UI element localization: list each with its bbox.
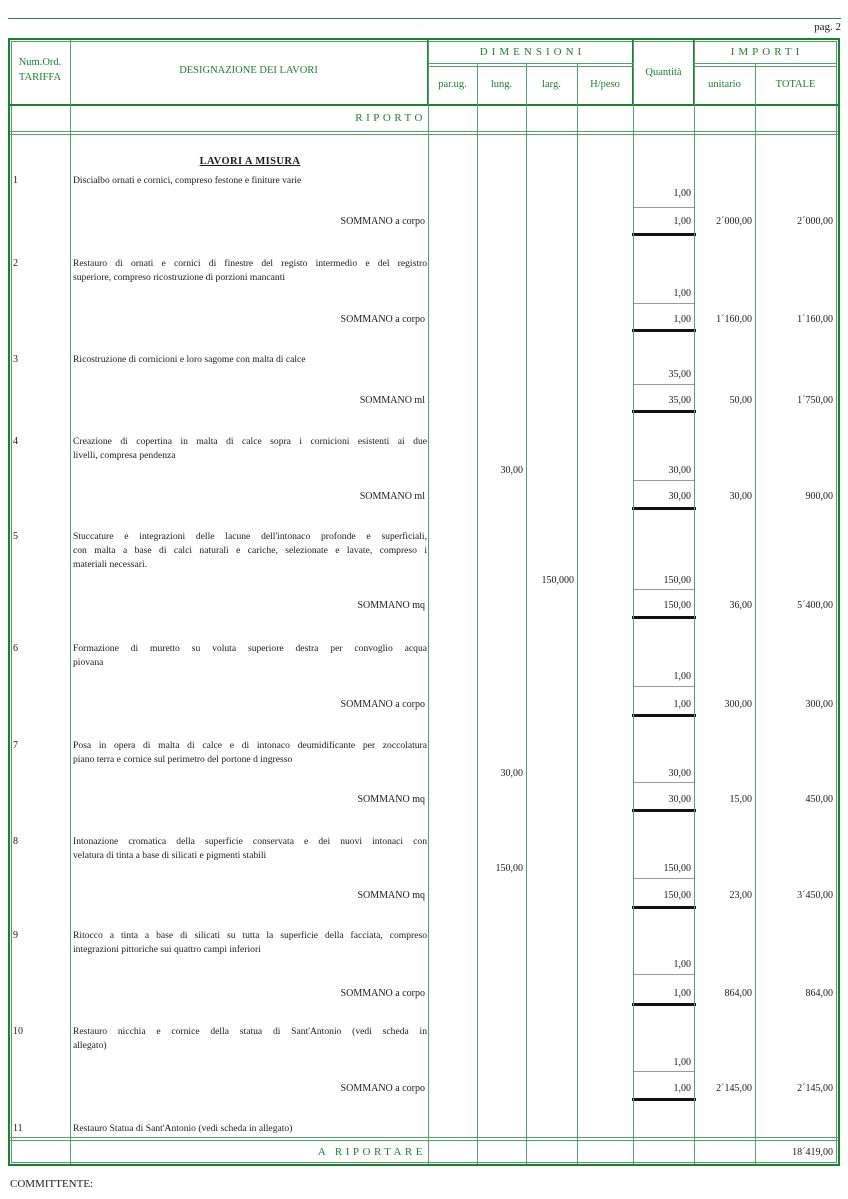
carry-double-line [10,1140,838,1141]
header-designazione: DESIGNAZIONE DEI LAVORI [179,65,318,76]
header-par-ug: par.ug. [438,79,467,90]
quantity-sum-line [634,480,694,481]
column-separator [428,40,429,1164]
item-number: 9 [13,930,18,941]
sommano-unitario: 864,00 [724,988,752,999]
measure-lung: 30,00 [500,465,523,476]
item-description-line: Posa in opera di malta di calce e di intonaco deumidificante per zoccolatura [73,740,427,751]
item-number: 6 [13,643,18,654]
sommano-label: SOMMANO ml [359,395,425,406]
sommano-quantita: 30,00 [668,491,691,502]
sommano-quantita: 1,00 [673,1083,691,1094]
quantity-total-line [632,906,696,909]
item-description-line: Restauro Statua di Sant'Antonio (vedi scheda in allegato) [73,1123,293,1134]
measure-larg: 150,000 [541,575,574,586]
sommano-label: SOMMANO a corpo [340,314,425,325]
quantity-total-line [632,233,696,236]
sommano-unitario: 2´145,00 [716,1083,752,1094]
column-separator [633,40,634,1164]
sommano-totale: 450,00 [805,794,833,805]
item-description-line: con malta a base di calci naturali e cariche, selezionate e lavate, compreso i [73,545,427,556]
item-description-line: integrazioni pittoriche sui quattro campi inferiori [73,944,261,955]
committente-label: COMMITTENTE: [10,1178,94,1190]
sommano-unitario: 1´160,00 [716,314,752,325]
item-description-line: Formazione di muretto su voluta superiore destra per convoglio acqua [73,643,427,654]
importi-underline [694,63,836,64]
item-number: 1 [13,175,18,186]
measure-quantita: 30,00 [668,465,691,476]
top-rule [8,18,841,19]
measure-quantita: 30,00 [668,768,691,779]
header-dimensioni: DIMENSIONI [479,46,586,58]
sommano-label: SOMMANO a corpo [340,988,425,999]
item-number: 2 [13,258,18,269]
header-quantita: Quantità [645,67,682,78]
quantity-total-line [632,616,696,619]
sommano-totale: 300,00 [805,699,833,710]
sommano-label: SOMMANO mq [357,794,425,805]
riporto-double-line [10,134,838,135]
item-description-line: piovana [73,657,104,668]
item-number: 8 [13,836,18,847]
header-lung: lung. [490,79,513,90]
sommano-unitario: 15,00 [729,794,752,805]
measure-quantita: 1,00 [673,1057,691,1068]
column-separator [526,63,527,1164]
header-num-ord: Num.Ord. [18,57,62,68]
quantity-sum-line [634,303,694,304]
quantity-total-line [632,507,696,510]
sommano-totale: 3´450,00 [797,890,833,901]
dimensioni-underline [428,63,633,64]
measure-quantita: 1,00 [673,288,691,299]
column-separator [70,40,71,1164]
riporto-double-line [10,131,838,132]
sommano-quantita: 1,00 [673,699,691,710]
quantity-total-line [632,1003,696,1006]
item-description-line: Intonazione cromatica della superficie conservata e dei nuovi intonaci con [73,836,427,847]
sommano-totale: 1´160,00 [797,314,833,325]
sommano-label: SOMMANO ml [359,491,425,502]
item-number: 7 [13,740,18,751]
sommano-totale: 2´000,00 [797,216,833,227]
item-description-line: superiore, compreso ricostruzione di porzioni mancanti [73,272,286,283]
estimate-table [8,38,840,1166]
column-separator [755,63,756,1164]
item-number: 3 [13,354,18,365]
item-number: 11 [13,1123,23,1134]
column-separator [694,40,695,1164]
item-description-line: piano terra e cornice sul perimetro del portone d ingresso [73,754,293,765]
measure-lung: 30,00 [500,768,523,779]
item-description-line: Stuccature e integrazioni delle lacune dell'intonaco profonde e superficiali, [73,531,427,542]
header-totale: TOTALE [775,79,816,90]
importi-underline [694,66,836,67]
quantity-sum-line [634,782,694,783]
item-description-line: Ritocco a tinta a base di silicati su tutta la superficie della facciata, compreso [73,930,427,941]
item-description-line: Creazione di copertina in malta di calce sopra i cornicioni esistenti ai due [73,436,427,447]
header-tariffa: TARIFFA [18,72,62,83]
item-description-line: Restauro nicchia e cornice della statua di Sant'Antonio (vedi scheda in [73,1026,427,1037]
a-riportare-label: A RIPORTARE [317,1146,426,1158]
header-unitario: unitario [708,79,741,90]
item-description-line: Discialbo ornati e cornici, compreso festone e finiture varie [73,175,302,186]
measure-quantita: 150,00 [663,575,691,586]
sommano-totale: 900,00 [805,491,833,502]
sommano-totale: 2´145,00 [797,1083,833,1094]
column-separator [477,63,478,1164]
item-description-line: allegato) [73,1040,107,1051]
measure-quantita: 150,00 [663,863,691,874]
quantity-sum-line [634,878,694,879]
sommano-label: SOMMANO mq [357,890,425,901]
sommano-quantita: 150,00 [663,890,691,901]
sommano-label: SOMMANO a corpo [340,1083,425,1094]
measure-quantita: 1,00 [673,671,691,682]
item-number: 5 [13,531,18,542]
item-description-line: livelli, compresa pendenza [73,450,176,461]
sommano-quantita: 150,00 [663,600,691,611]
carry-double-line [10,1137,838,1138]
sommano-quantita: 1,00 [673,216,691,227]
measure-quantita: 1,00 [673,959,691,970]
sommano-totale: 1´750,00 [797,395,833,406]
sommano-label: SOMMANO a corpo [340,699,425,710]
header-bottom-rule [10,104,838,106]
measure-quantita: 35,00 [668,369,691,380]
sommano-unitario: 2´000,00 [716,216,752,227]
item-description-line: materiali necessari. [73,559,148,570]
sommano-label: SOMMANO a corpo [340,216,425,227]
quantity-total-line [632,714,696,717]
item-description-line: Ricostruzione di cornicioni e loro sagome con malta di calce [73,354,306,365]
a-riportare-total: 18´419,00 [792,1147,833,1158]
sommano-totale: 5´400,00 [797,600,833,611]
quantity-total-line [632,329,696,332]
sommano-unitario: 300,00 [724,699,752,710]
sommano-totale: 864,00 [805,988,833,999]
table-content [10,40,838,1164]
page-number: pag. 2 [814,21,841,33]
sommano-unitario: 23,00 [729,890,752,901]
sommano-unitario: 50,00 [729,395,752,406]
item-number: 4 [13,436,18,447]
quantity-sum-line [634,974,694,975]
column-separator [577,63,578,1164]
quantity-sum-line [634,207,694,208]
riporto-label: RIPORTO [355,112,426,124]
quantity-total-line [632,1098,696,1101]
measure-quantita: 1,00 [673,188,691,199]
sommano-quantita: 1,00 [673,314,691,325]
sommano-unitario: 30,00 [729,491,752,502]
quantity-sum-line [634,686,694,687]
item-description-line: velatura di tinta a base di silicati e pigmenti stabili [73,850,267,861]
header-larg: larg. [542,79,561,90]
dimensioni-underline [428,66,633,67]
item-number: 10 [13,1026,23,1037]
sommano-quantita: 35,00 [668,395,691,406]
sommano-quantita: 30,00 [668,794,691,805]
quantity-sum-line [634,589,694,590]
quantity-total-line [632,809,696,812]
section-title: LAVORI A MISURA [199,156,301,167]
measure-lung: 150,00 [495,863,523,874]
item-description-line: Restauro di ornati e cornici di finestre del registo intermedio e del registro [73,258,427,269]
sommano-label: SOMMANO mq [357,600,425,611]
quantity-sum-line [634,1071,694,1072]
quantity-sum-line [634,384,694,385]
sommano-quantita: 1,00 [673,988,691,999]
quantity-total-line [632,410,696,413]
header-h-peso: H/peso [590,79,620,90]
sommano-unitario: 36,00 [729,600,752,611]
header-importi: IMPORTI [730,46,804,58]
